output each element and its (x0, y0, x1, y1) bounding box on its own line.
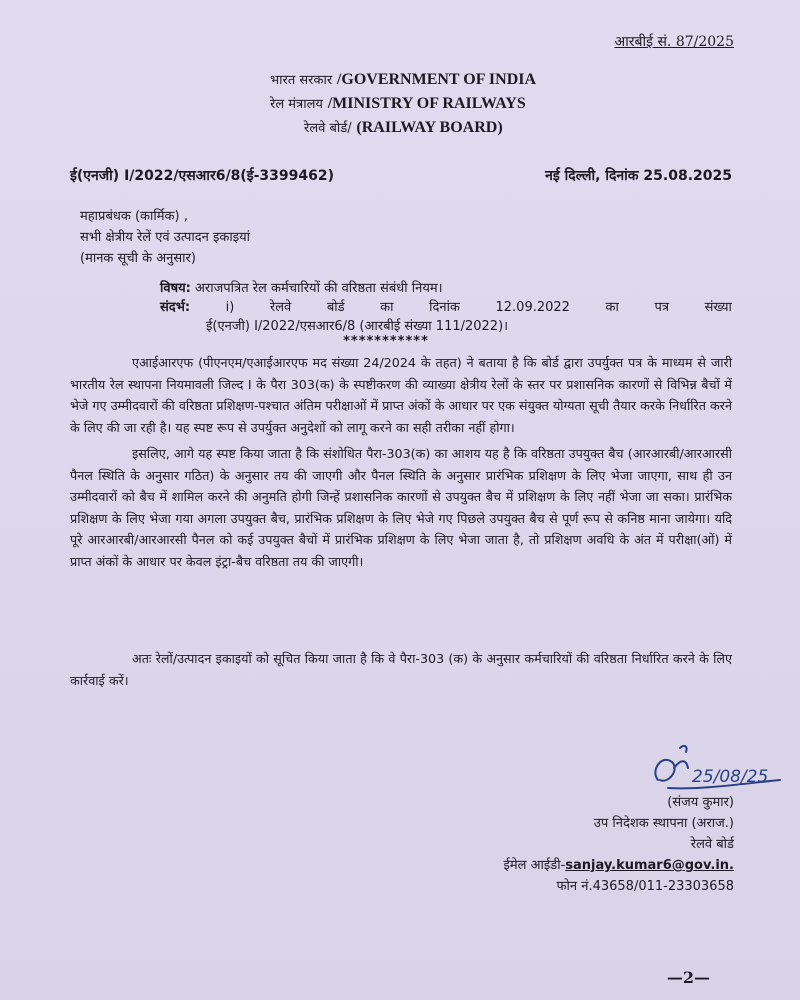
letterhead-english-government: /GOVERNMENT OF INDIA (336, 71, 537, 88)
reference-continuation: ई(एनजी) I/2022/एसआर6/8 (आरबीई संख्या 111/2022)। (206, 319, 509, 334)
addressee-line: महाप्रबंधक (कार्मिक) , (80, 209, 188, 224)
letterhead (268, 68, 598, 140)
signatory-phone: फोन नं.43658/011-23303658 (556, 879, 734, 894)
reference-word: संख्या (704, 300, 732, 315)
signatory-email-line (503, 855, 734, 876)
body-paragraph: अतः रेलों/उत्पादन इकाइयों को सूचित किया जाता है कि वे पैरा-303 (क) के अनुसार कर्मचारियों की वरिष्ठता निर्धारित करने के लिए कार्रवाई करें। (70, 651, 732, 688)
letterhead-hindi-government: भारत सरकार (270, 73, 333, 88)
reference-word: रेलवे (269, 300, 292, 315)
body-paragraph: एआईआरएफ (पीएनएम/एआईआरएफ मद संख्या 24/2024 के तहत) ने बताया है कि बोर्ड द्वारा उपर्युक्त पत्र के माध्यम से जारी भारतीय रेल स्थापना नियमावली जिल्द I के पैरा 303(क) के स्पष्टीकरण की व्याख्या क्षेत्रीय रेलों के स्तर पर प्रशासनिक कारणों से विभिन्न बैचों में भेजे गए उम्मीदवारों की वरिष्ठता प्रशिक्षण-पश्चात अंतिम परीक्षाओं में प्राप्त अंकों के आधार पर एक संयुक्त योग्यता सूची तैयार करके निर्धारित करने के लिए की जा रही है। यह स्पष्ट रूप से उपर्युक्त अनुदेशों को लागू करने का सही तरीका नहीं होगा। (70, 355, 732, 435)
subject-text: अराजपत्रित रेल कर्मचारियों की वरिष्ठता संबंधी नियम। (195, 281, 443, 296)
addressee-line: (मानक सूची के अनुसार) (80, 251, 196, 266)
letterhead-hindi-ministry: रेल मंत्रालय (270, 97, 323, 112)
letterhead-row-board (268, 116, 598, 140)
date-line: नई दिल्ली, दिनांक 25.08.2025 (545, 168, 732, 184)
page-number-marker: —2— (666, 968, 710, 987)
reference-word: बोर्ड (326, 300, 345, 315)
reference-word: पत्र (654, 300, 670, 315)
body-paragraph: इसलिए, आगे यह स्पष्ट किया जाता है कि संशोधित पैरा-303(क) का आशय यह है कि वरिष्ठता उपयुक्त बैच (आरआरबी/आरआरसी पैनल स्थिति के अनुसार गठित) के अनुसार तय की जाएगी और पैनल स्थिति के अनुसार प्रारंभिक प्रशिक्षण के लिए भेजा जाएगा, साथ ही उन उम्मीदवारों को बैच में शामिल करने की अनुमति होगी जिन्हें प्रशासनिक कारणों से उपयुक्त बैच में प्रशिक्षण के लिए नहीं भेजा जा सका। प्रारंभिक प्रशिक्षण के लिए भेजा गया अगला उपयुक्त बैच, प्रारंभिक प्रशिक्षण के लिए भेजे गए पिछले उपयुक्त बैच से पूर्ण रूप से कनिष्ठ माना जायेगा। यदि पूरे आरआरबी/आरआरसी पैनल को कई उपयुक्त बैचों में प्रारंभिक प्रशिक्षण के लिए भेजा जाता है, तो प्रशिक्षण अवधि के अंत में परीक्षा(ओं) में प्राप्त अंकों के आधार पर केवल इंट्रा-बैच वरिष्ठता तय की जाएगी। (70, 446, 732, 569)
letterhead-hindi-board: रेलवे बोर्ड/ (304, 121, 352, 136)
reference-label: संदर्भ: (160, 300, 191, 315)
signatory-designation: उप निदेशक स्थापना (अराज.) (593, 816, 734, 831)
reference-word: दिनांक (429, 300, 460, 315)
reference-word: i) (225, 300, 235, 315)
signatory-office: रेलवे बोर्ड (690, 837, 734, 852)
signature-block (503, 792, 734, 897)
letterhead-english-board: (RAILWAY BOARD) (356, 119, 503, 136)
letterhead-row-government (268, 68, 598, 92)
subject-block (160, 279, 732, 348)
letterhead-english-ministry: /MINISTRY OF RAILWAYS (327, 95, 526, 112)
file-number: ई(एनजी) I/2022/एसआर6/8(ई-3399462) (70, 168, 334, 184)
handwritten-signature (640, 740, 790, 800)
addressee-line: सभी क्षेत्रीय रेलें एवं उत्पादन इकाइयां (80, 230, 251, 245)
reference-number: आरबीई सं. 87/2025 (614, 34, 734, 50)
subject-line (160, 279, 732, 298)
addressee-block (80, 206, 250, 269)
reference-word: का (605, 300, 619, 315)
reference-word: का (380, 300, 394, 315)
subject-label: विषय: (160, 281, 191, 296)
email-address[interactable]: sanjay.kumar6@gov.in. (565, 858, 734, 873)
email-label: ईमेल आईडी- (503, 858, 566, 873)
reference-line (160, 298, 732, 317)
signatory-name: (संजय कुमार) (667, 795, 734, 810)
signature-date: 25/08/25 (692, 767, 769, 787)
letterhead-row-ministry (268, 92, 598, 116)
separator-stars: *********** (343, 334, 429, 349)
reference-word: 12.09.2022 (495, 300, 570, 315)
